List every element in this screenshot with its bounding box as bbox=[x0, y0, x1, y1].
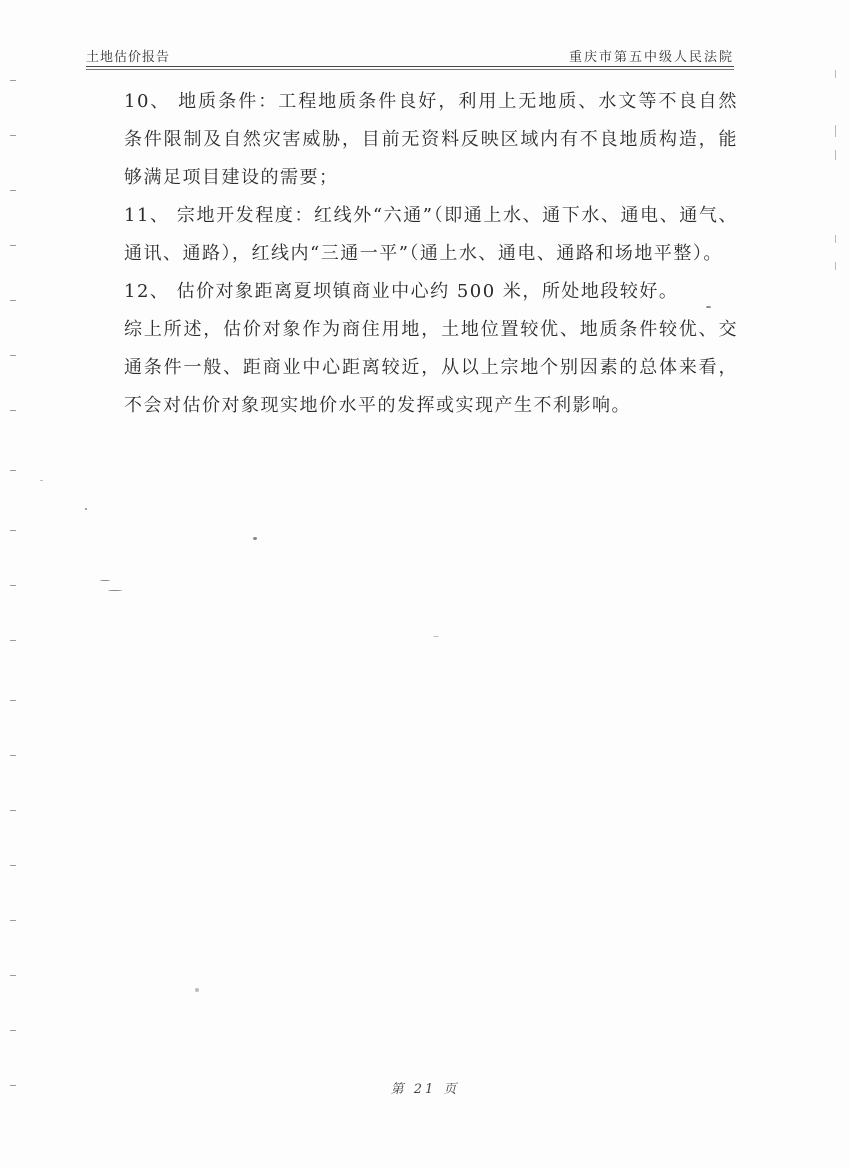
header-rule bbox=[86, 69, 734, 70]
scan-mark bbox=[10, 810, 16, 811]
scan-mark bbox=[10, 530, 16, 531]
scan-speck bbox=[100, 580, 110, 581]
scan-mark bbox=[10, 80, 16, 81]
scan-mark bbox=[10, 585, 16, 586]
scan-speck bbox=[195, 988, 199, 992]
scan-mark bbox=[10, 1030, 16, 1031]
paragraph-summary-text: 综上所述，估价对象作为商住用地，土地位置较优、地质条件较优、交通条件一般、距商业中心距离较近，从以上宗地个别因素的总体来看，不会对估价对象现实地价水平的发挥或实现产生不利影响。 bbox=[124, 319, 738, 416]
scan-mark bbox=[10, 135, 16, 136]
scan-edge-mark bbox=[835, 70, 836, 78]
scan-mark bbox=[10, 300, 16, 301]
paragraph-distance-text: 12、 估价对象距离夏坝镇商业中心约 500 米，所处地段较好。 bbox=[124, 281, 679, 302]
paragraph-distance bbox=[88, 273, 738, 311]
scan-speck bbox=[433, 636, 439, 637]
page-number: 第 21 页 bbox=[390, 1082, 460, 1097]
paragraph-development-text: 11、 宗地开发程度：红线外“六通”（即通上水、通下水、通电、通气、通讯、通路），红线内“三通一平”（通上水、通电、通路和场地平整）。 bbox=[124, 205, 738, 264]
scan-mark bbox=[10, 355, 16, 356]
scan-mark bbox=[10, 410, 16, 411]
header-report-title: 土地估价报告 bbox=[86, 50, 171, 65]
scan-mark bbox=[10, 865, 16, 866]
paragraph-summary bbox=[88, 311, 738, 425]
paragraph-development bbox=[88, 197, 738, 273]
scan-mark bbox=[10, 1085, 16, 1086]
scan-edge-mark bbox=[835, 235, 836, 243]
scan-mark bbox=[10, 470, 16, 471]
report-body bbox=[88, 83, 738, 425]
scan-edge-mark bbox=[835, 262, 836, 270]
paragraph-geology bbox=[88, 83, 738, 197]
scan-mark bbox=[10, 755, 16, 756]
scan-speck bbox=[85, 508, 87, 510]
scan-edge-mark bbox=[835, 150, 836, 160]
scan-mark bbox=[10, 700, 16, 701]
scan-mark bbox=[10, 190, 16, 191]
scan-speck bbox=[253, 537, 257, 540]
scan-mark bbox=[10, 640, 16, 641]
paragraph-geology-text: 10、 地质条件：工程地质条件良好，利用上无地质、水文等不良自然条件限制及自然灾害威胁，目前无资料反映区域内有不良地质构造，能够满足项目建设的需要； bbox=[124, 91, 738, 188]
scan-mark bbox=[10, 920, 16, 921]
page-header bbox=[86, 44, 734, 67]
header-court-name: 重庆市第五中级人民法院 bbox=[568, 50, 734, 65]
scan-edge-mark bbox=[835, 125, 836, 137]
scan-speck bbox=[108, 590, 122, 591]
scan-mark bbox=[10, 975, 16, 976]
scan-speck bbox=[40, 480, 43, 481]
scan-speck bbox=[706, 306, 711, 308]
scan-mark bbox=[10, 245, 16, 246]
